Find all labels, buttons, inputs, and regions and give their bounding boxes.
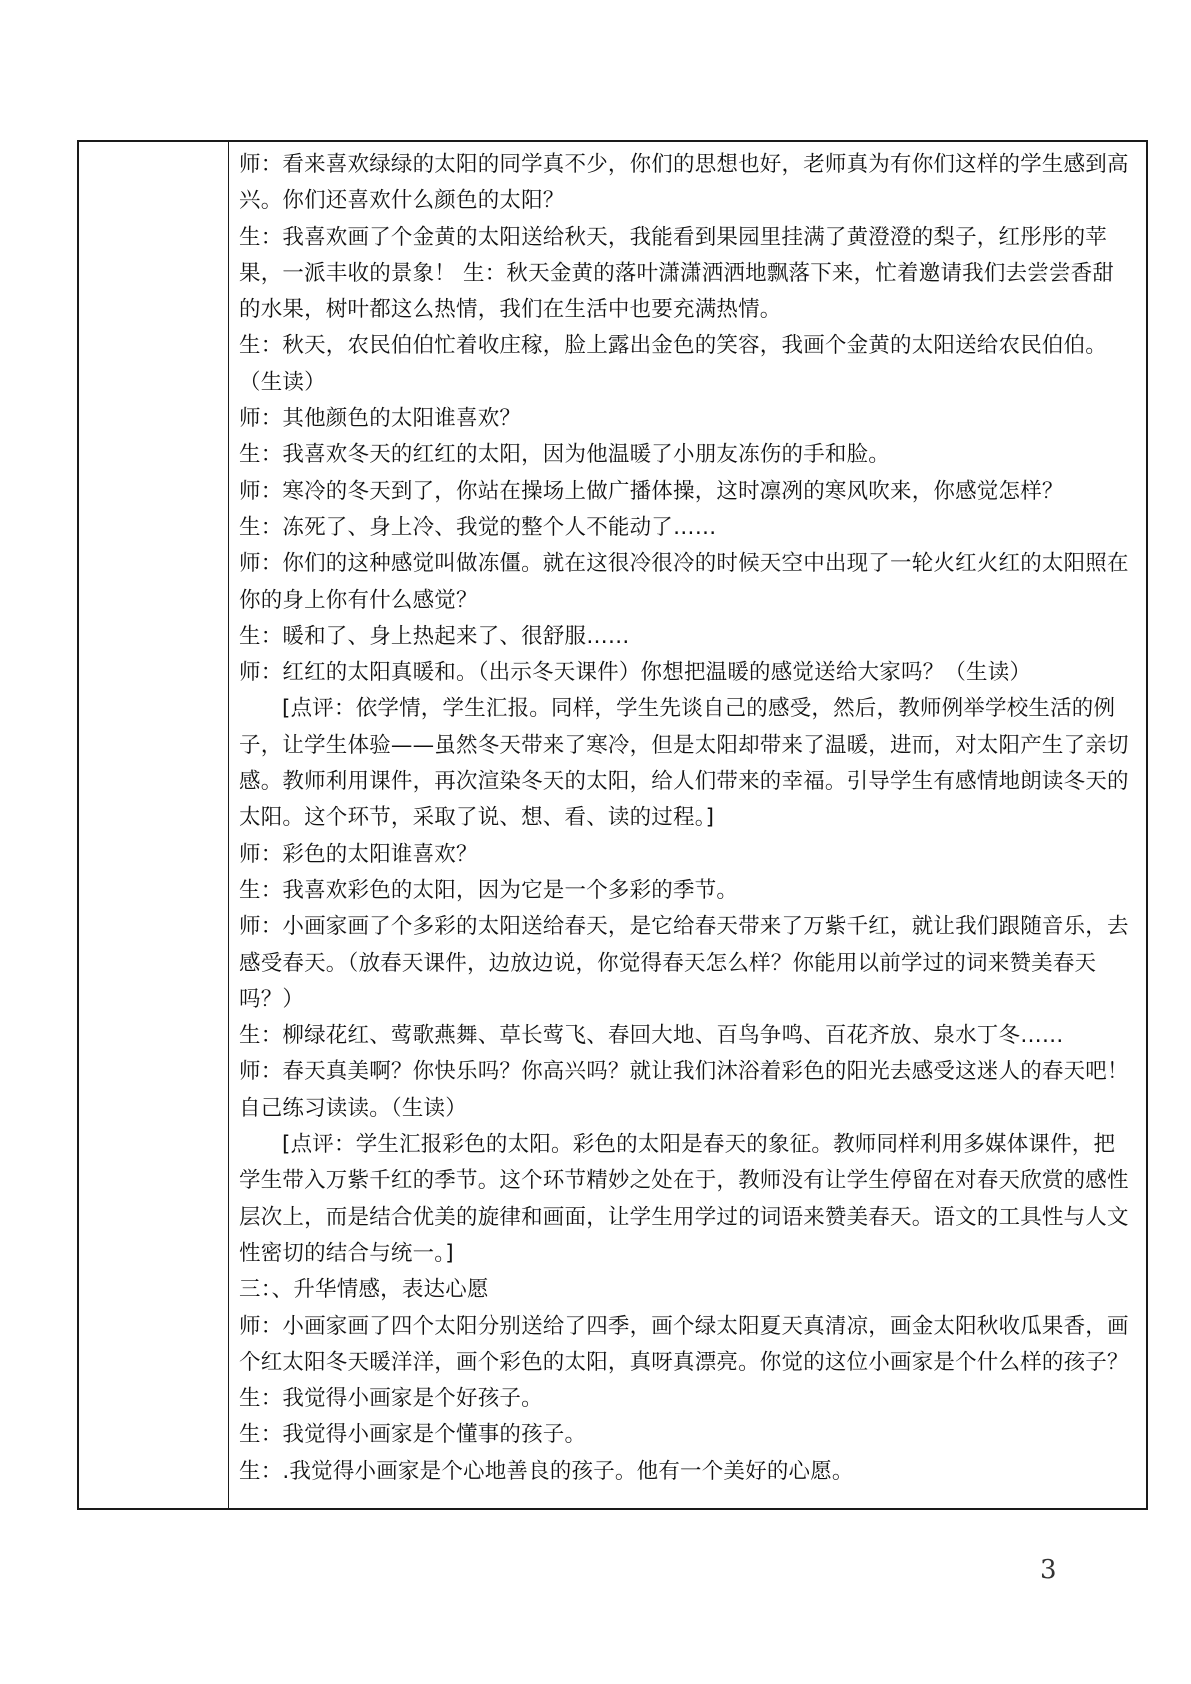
paragraph: 师：小画家画了四个太阳分别送给了四季，画个绿太阳夏天真清凉，画金太阳秋收瓜果香，画个红太阳冬天暖洋洋，画个彩色的太阳，真呀真漂亮。你觉的这位小画家是个什么样的孩子？ bbox=[239, 1313, 1129, 1375]
paragraph: 师：其他颜色的太阳谁喜欢？ bbox=[239, 406, 522, 432]
paragraph: 师：看来喜欢绿绿的太阳的同学真不少，你们的思想也好，老师真为有你们这样的学生感到高兴。你们还喜欢什么颜色的太阳？ bbox=[239, 152, 1129, 214]
paragraph: 生：我觉得小画家是个好孩子。 bbox=[239, 1386, 543, 1412]
paragraph: 生：冻死了、身上冷、我觉的整个人不能动了…… bbox=[239, 514, 717, 540]
lesson-table bbox=[77, 140, 1148, 1510]
paragraph: 生：秋天，农民伯伯忙着收庄稼，脸上露出金色的笑容，我画个金黄的太阳送给农民伯伯。（生读） bbox=[239, 333, 1108, 395]
paragraph: 师：小画家画了个多彩的太阳送给春天，是它给春天带来了万紫千红，就让我们跟随音乐，去感受春天。（放春天课件，边放边说，你觉得春天怎么样？你能用以前学过的词来赞美春天吗？） bbox=[239, 914, 1129, 1012]
commentary-paragraph: [点评：学生汇报彩色的太阳。彩色的太阳是春天的象征。教师同样利用多媒体课件，把学生带入万紫千红的季节。这个环节精妙之处在于，教师没有让学生停留在对春天欣赏的感性层次上，而是结合优美的旋律和画面，让学生用学过的词语来赞美春天。语文的工具性与人文性密切的结合与统一。] bbox=[239, 1132, 1129, 1266]
paragraph: 师：彩色的太阳谁喜欢？ bbox=[239, 841, 478, 867]
paragraph: 生：暖和了、身上热起来了、很舒服…… bbox=[239, 623, 630, 649]
paragraph: 生：我喜欢彩色的太阳，因为它是一个多彩的季节。 bbox=[239, 877, 739, 903]
commentary-paragraph: [点评：依学情，学生汇报。同样，学生先谈自己的感受，然后，教师例举学校生活的例子，让学生体验——虽然冬天带来了寒冷，但是太阳却带来了温暖，进而，对太阳产生了亲切感。教师利用课件，再次渲染冬天的太阳，给人们带来的幸福。引导学生有感情地朗读冬天的太阳。这个环节，采取了说、想、看、读的过程。] bbox=[239, 696, 1129, 831]
paragraph: 师：你们的这种感觉叫做冻僵。就在这很冷很冷的时候天空中出现了一轮火红火红的太阳照在你的身上你有什么感觉？ bbox=[239, 551, 1129, 613]
paragraph: 生：.我觉得小画家是个心地善良的孩子。他有一个美好的心愿。 bbox=[239, 1458, 854, 1484]
paragraph: 师：春天真美啊？你快乐吗？你高兴吗？就让我们沐浴着彩色的阳光去感受这迷人的春天吧！自己练习读读。（生读） bbox=[239, 1059, 1129, 1121]
paragraph: 师：寒冷的冬天到了，你站在操场上做广播体操，这时凛冽的寒风吹来，你感觉怎样？ bbox=[239, 478, 1064, 504]
left-column-cell bbox=[79, 142, 229, 1508]
paragraph: 生：我喜欢冬天的红红的太阳，因为他温暖了小朋友冻伤的手和脸。 bbox=[239, 442, 891, 468]
paragraph: 生：我觉得小画家是个懂事的孩子。 bbox=[239, 1422, 587, 1448]
page-number: 3 bbox=[1040, 1555, 1057, 1585]
paragraph: 生：柳绿花红、莺歌燕舞、草长莺飞、春回大地、百鸟争鸣、百花齐放、泉水丁冬…… bbox=[239, 1023, 1064, 1049]
paragraph: 师：红红的太阳真暖和。（出示冬天课件）你想把温暖的感觉送给大家吗？（生读） bbox=[239, 660, 1032, 686]
section-heading: 三：、升华情感，表达心愿 bbox=[239, 1277, 489, 1303]
paragraph: 生：我喜欢画了个金黄的太阳送给秋天，我能看到果园里挂满了黄澄澄的梨子，红彤彤的苹果，一派丰收的景象！ 生：秋天金黄的落叶潇潇洒洒地飘落下来，忙着邀请我们去尝尝香甜的水果，树叶都这么热情，我们在生活中也要充满热情。 bbox=[239, 224, 1115, 323]
lesson-content-cell bbox=[229, 142, 1146, 1508]
